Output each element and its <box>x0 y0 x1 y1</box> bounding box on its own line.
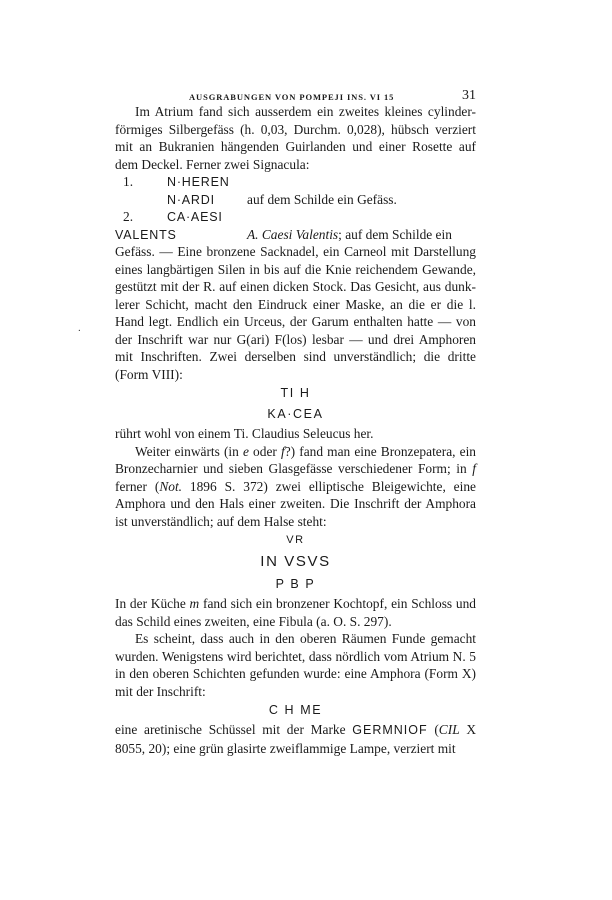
signaculum-1-line-2: N·ARDI <box>167 192 215 207</box>
signaculum-2-reading: A. Caesi Valentis <box>247 226 339 242</box>
text-line: eines langbärtigen Silen in bis auf die Knie reichendem Gewande, <box>115 261 476 277</box>
room-letter: f <box>280 443 285 459</box>
text-line: ist unverständlich; auf dem Halse steht: <box>115 513 327 529</box>
text-line: von der Inschrift war nur G(ari) F(los) lesbar — und drei Amphoren <box>115 314 476 347</box>
text-line: lerer Schicht, macht den Eindruck einer Maske, an die er die <box>115 296 464 312</box>
text-line: l. Hand legt. Endlich ein Urceus, der Garum enthalten hatte — <box>115 296 476 329</box>
text-line: wurden. Wenigstens wird berichtet, dass nördlich vom Atrium N. 5 <box>115 648 476 664</box>
signaculum-2-line-2: VALENTS <box>115 227 177 242</box>
text-fragment: Weiter einwärts (in <box>135 443 243 459</box>
citation-abbrev: Not. <box>159 478 183 494</box>
signaculum-2-description: ; auf dem Schilde ein <box>338 226 452 242</box>
text-line: Es scheint, dass auch in den oberen Räumen Funde gemacht <box>135 631 476 646</box>
inscription-amphora-viii <box>115 383 476 425</box>
inscription-amphora-x <box>115 700 476 721</box>
citation-abbrev: CIL <box>438 722 460 737</box>
body-text <box>115 103 476 757</box>
inscription-line: KA·CEA <box>267 407 324 421</box>
text-line: förmiges Silbergefäss (h. 0,03, Durchm. 0,028), hübsch verziert <box>115 121 476 137</box>
signaculum-2-line-1: CA·AESI <box>167 210 223 224</box>
text-line: dem Deckel. Ferner zwei Signacula: <box>115 156 310 172</box>
inscription-line: C H ME <box>268 703 323 717</box>
text-fragment: fand sich ein bronzener Kochtopf, ein Schloss und <box>199 596 476 611</box>
text-line: 8055, 20); eine grün glasirte zweiflammige Lampe, verziert mit <box>115 740 456 756</box>
text-fragment: ( <box>427 722 439 737</box>
inscription-line: TI H <box>280 386 311 400</box>
text-line: rührt wohl von einem Ti. Claudius Seleucus her. <box>115 426 374 441</box>
text-fragment: 1896 S. 372) zwei elliptische Bleigewichte, eine <box>182 478 476 494</box>
signaculum-1-number: 1. <box>123 174 134 189</box>
paragraph-finds <box>115 243 476 383</box>
page-number: 31 <box>462 88 476 103</box>
inscription-amphora-neck <box>115 530 476 595</box>
text-line: mit an Bukranien hängenden Guirlanden und einer Rosette auf <box>115 139 476 154</box>
paragraph-atrium <box>115 103 476 173</box>
signaculum-2-row-1 <box>115 208 476 226</box>
text-line: Amphora und den Hals einer zweiten. Die Inschrift der Amphora <box>115 496 476 511</box>
paragraph-obere-raeume <box>115 630 476 700</box>
room-letter: f <box>472 461 476 476</box>
potter-stamp: GERMNIOF <box>352 723 428 737</box>
text-line: ein Bronzecharnier und sieben Glasgefässe verschiedener Form; in <box>115 443 476 476</box>
text-fragment: ?) fand man eine Bronzepatera, <box>284 443 456 459</box>
text-line: Gefäss. — Eine bronzene Sacknadel, ein Carneol mit Darstellung <box>115 244 476 259</box>
inscription-line: IN VSVS <box>260 553 331 570</box>
room-letter: m <box>189 596 200 611</box>
text-line: mit der Inschrift: <box>115 683 206 699</box>
signaculum-1-row-2 <box>115 191 476 209</box>
running-head: AUSGRABUNGEN VON POMPEJI INS. VI 15 <box>189 92 395 102</box>
text-line: in den oberen Schichten gefunden wurde: eine Amphora (Form X) <box>115 666 476 681</box>
signacula-list <box>115 173 476 243</box>
signaculum-2-row-2 <box>115 226 476 244</box>
text-fragment: ferner ( <box>115 478 160 494</box>
text-fragment: oder <box>248 443 281 459</box>
paragraph-weiter <box>115 443 476 531</box>
text-line: das Schild eines zweiten, eine Fibula (a. O. S. 297). <box>115 613 392 629</box>
room-letter: e <box>242 443 249 459</box>
margin-mark: . <box>78 322 81 334</box>
signaculum-1-row-1 <box>115 173 476 191</box>
signaculum-1-description: auf dem Schilde ein Gefäss. <box>247 191 397 207</box>
inscription-line: VR <box>286 534 305 546</box>
text-line: (Form VIII): <box>115 366 183 382</box>
paragraph-kueche <box>115 595 476 630</box>
text-fragment: X <box>459 722 477 737</box>
signaculum-1-line-1: N·HEREN <box>167 175 230 189</box>
paragraph-seleucus <box>115 425 476 443</box>
inscription-line: P B P <box>275 577 316 591</box>
text-line: gestützt mit der R. auf einen dicken Stock. Das Gesicht, aus dunk- <box>115 279 476 294</box>
text-fragment: eine aretinische Schüssel mit der Marke <box>115 722 353 737</box>
text-line: Im Atrium fand sich ausserdem ein zweites kleines cylinder- <box>135 104 476 119</box>
text-line: mit Inschriften. Zwei derselben sind unverständlich; die dritte <box>115 349 476 364</box>
signaculum-2-number: 2. <box>123 209 134 224</box>
text-fragment: In der Küche <box>115 596 190 611</box>
paragraph-aretinisch <box>115 721 476 757</box>
